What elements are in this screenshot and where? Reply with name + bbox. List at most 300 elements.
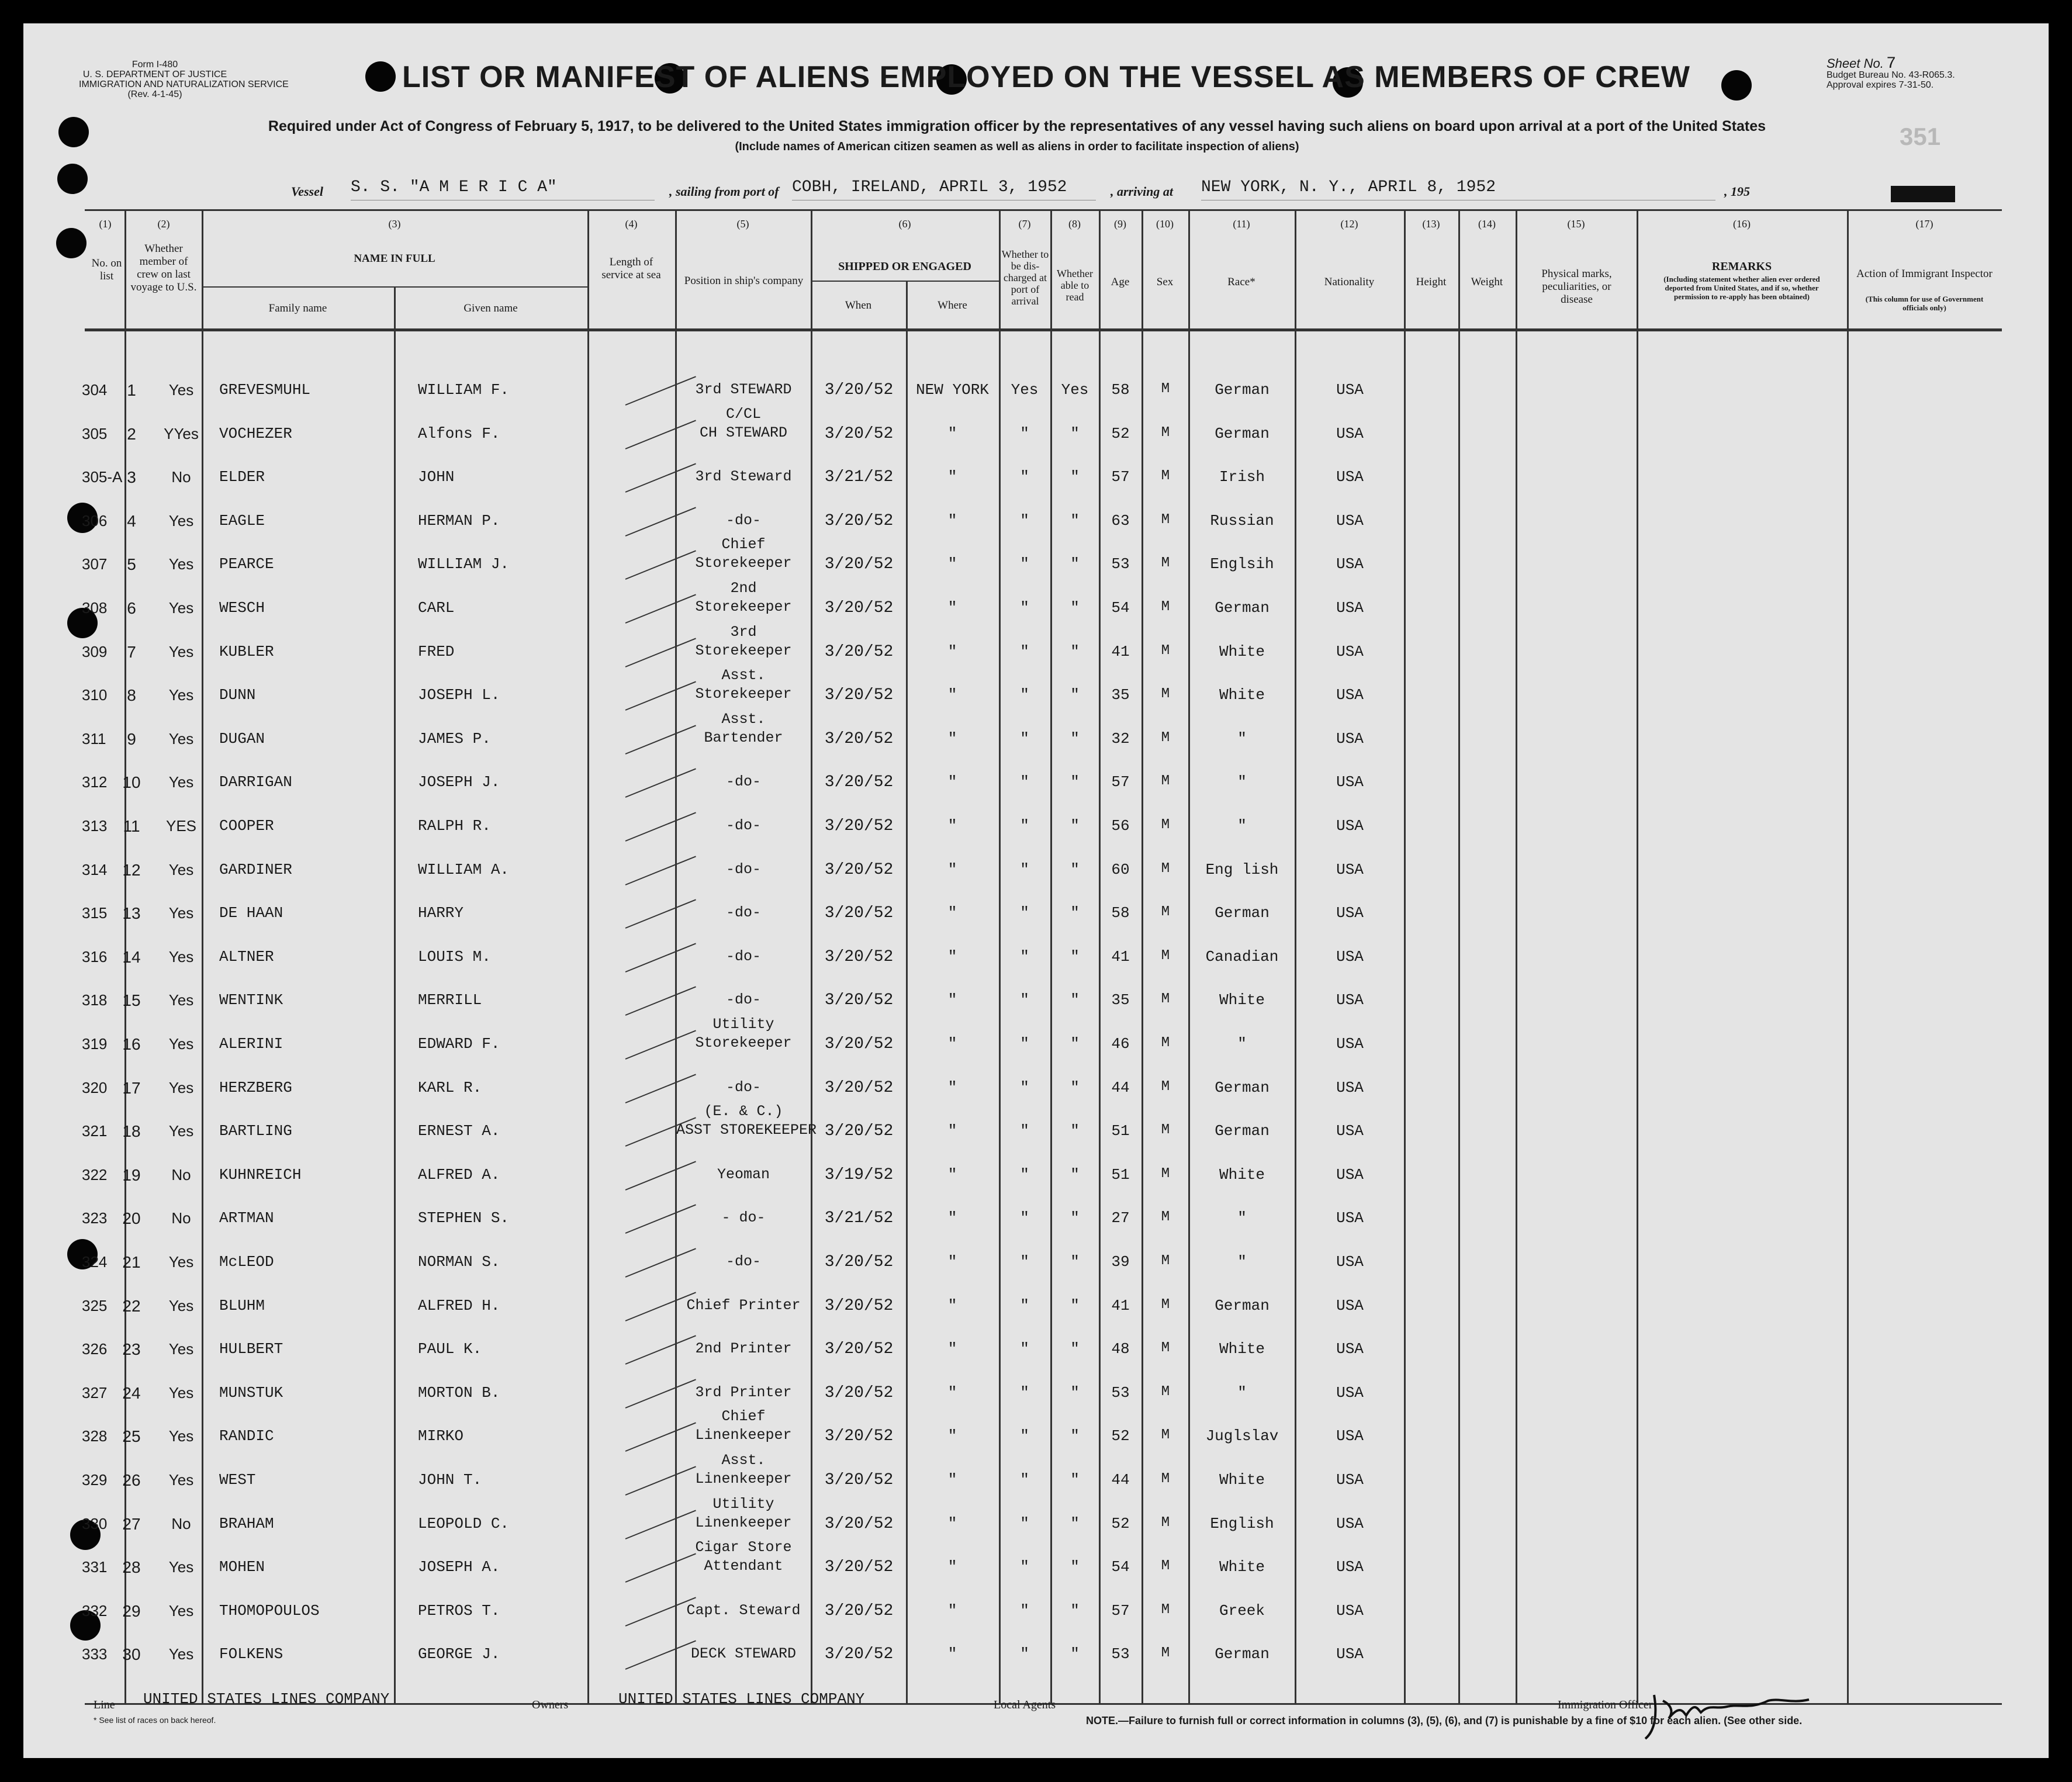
position-line: Utility [712, 1016, 774, 1033]
cell-where: " [947, 1165, 957, 1184]
line-label: Line [94, 1698, 115, 1711]
cell-ref: 333 [82, 1645, 108, 1663]
position-line: Storekeeper [695, 642, 792, 659]
header-physical-marks: Physical marks, peculiarities, or disease [1541, 268, 1612, 306]
cell-last: Yes [168, 947, 194, 966]
cell-given: WILLIAM J. [418, 555, 510, 573]
header-able-to-read: Whether able to read [1057, 268, 1093, 303]
cell-no: 14 [122, 947, 141, 966]
cell-ref: 324 [82, 1253, 108, 1271]
immigration-officer-label: Immigration Officer [1558, 1698, 1653, 1711]
cell-where: " [947, 599, 957, 617]
cell-disch: " [1020, 1471, 1029, 1489]
cell-family: DARRIGAN [219, 773, 292, 791]
cell-given: ALFRED A. [418, 1165, 500, 1184]
col-num: (6) [898, 218, 911, 230]
table-row [23, 1495, 2049, 1558]
cell-read: " [1070, 511, 1080, 530]
cell-disch: " [1020, 947, 1029, 966]
cell-nat: USA [1336, 511, 1364, 530]
cell-sex: M [1161, 1035, 1170, 1051]
cell-family: DE HAAN [219, 904, 283, 922]
cell-ref: 313 [82, 817, 108, 835]
cell-position [676, 405, 811, 442]
table-row [23, 1103, 2049, 1165]
cell-where: " [947, 947, 957, 966]
cell-no: 16 [122, 1035, 141, 1053]
cell-no: 7 [127, 642, 136, 661]
cell-no: 1 [127, 381, 136, 399]
cell-nat: USA [1336, 1601, 1364, 1620]
cell-position [676, 1495, 811, 1532]
position-line: Storekeeper [695, 1034, 792, 1051]
cell-family: WENTINK [219, 991, 283, 1009]
cell-disch: " [1020, 860, 1029, 878]
vessel-name: S. S. "A M E R I C A" [351, 178, 557, 196]
cell-age: 57 [1111, 468, 1130, 486]
table-row [23, 512, 2049, 555]
cell-sex: M [1161, 1471, 1170, 1487]
cell-nat: USA [1336, 424, 1364, 442]
cell-position: - do- [721, 1209, 766, 1227]
cell-no: 17 [122, 1078, 141, 1097]
cell-no: 11 [123, 817, 140, 835]
cell-age: 54 [1111, 599, 1130, 617]
cell-given: PAUL K. [418, 1340, 482, 1358]
table-row [23, 1340, 2049, 1383]
cell-position [676, 666, 811, 704]
cell-sex: M [1161, 1383, 1170, 1400]
cell-where: " [947, 729, 957, 748]
table-row [23, 991, 2049, 1034]
cell-sex: M [1161, 511, 1170, 528]
cell-nat: USA [1336, 686, 1364, 704]
cell-age: 35 [1111, 991, 1130, 1009]
cell-nat: USA [1336, 555, 1364, 573]
table-row [23, 1384, 2049, 1427]
cell-given: WILLIAM A. [418, 860, 510, 878]
cell-last: Yes [168, 1078, 194, 1096]
table-row [23, 667, 2049, 729]
cell-when: 3/20/52 [824, 1383, 894, 1402]
table-row [23, 381, 2049, 424]
cell-where: " [947, 904, 957, 922]
cell-sex: M [1161, 1078, 1170, 1095]
cell-given: GEORGE J. [418, 1645, 500, 1663]
cell-disch: " [1020, 1340, 1029, 1358]
cell-disch: " [1020, 773, 1029, 791]
cell-nat: USA [1336, 1165, 1364, 1184]
cell-age: 54 [1111, 1558, 1130, 1576]
cell-ref: 322 [82, 1165, 108, 1184]
cell-sex: M [1161, 904, 1170, 921]
cell-position [676, 623, 811, 660]
table-row [23, 1539, 2049, 1601]
table-row [23, 773, 2049, 816]
cell-disch: " [1020, 1296, 1029, 1314]
cell-age: 48 [1111, 1340, 1130, 1358]
cell-ref: 321 [82, 1122, 108, 1140]
cell-given: JAMES P. [418, 729, 491, 748]
col-num: (13) [1422, 218, 1440, 230]
cell-when: 3/20/52 [824, 991, 894, 1010]
cell-when: 3/20/52 [824, 1035, 894, 1053]
cell-given: RALPH R. [418, 817, 491, 835]
cell-no: 29 [122, 1601, 141, 1620]
cell-when: 3/19/52 [824, 1165, 894, 1184]
cell-read: " [1070, 555, 1080, 573]
cell-no: 20 [122, 1209, 141, 1228]
cell-read: " [1070, 1514, 1080, 1532]
header-family-name: Family name [268, 302, 327, 314]
cell-position [676, 710, 811, 748]
cell-race: German [1215, 599, 1270, 617]
cell-where: " [947, 1471, 957, 1489]
table-row [23, 1602, 2049, 1645]
header-inspector-note: (This column for use of Government officials only) [1865, 295, 1984, 312]
cell-when: 3/20/52 [824, 1253, 894, 1271]
budget-bureau: Budget Bureau No. 43-R065.3. [1827, 70, 1955, 80]
position-line: CH STEWARD [699, 424, 788, 441]
cell-ref: 332 [82, 1601, 108, 1620]
cell-given: HARRY [418, 904, 464, 922]
cell-when: 3/20/52 [824, 1471, 894, 1489]
cell-last: Yes [168, 686, 194, 704]
cell-read: " [1070, 1340, 1080, 1358]
header-when: When [845, 299, 872, 312]
cell-nat: USA [1336, 991, 1364, 1009]
cell-last: Yes [168, 1471, 194, 1489]
arriving-at: NEW YORK, N. Y., APRIL 8, 1952 [1201, 178, 1496, 196]
cell-nat: USA [1336, 729, 1364, 748]
cell-race: Irish [1219, 468, 1265, 486]
cell-position [676, 1102, 817, 1140]
header-where: Where [938, 299, 967, 312]
cell-age: 57 [1111, 773, 1130, 791]
cell-nat: USA [1336, 1558, 1364, 1576]
cell-last: Yes [168, 1296, 194, 1314]
cell-when: 3/20/52 [824, 904, 894, 923]
position-line: Storekeeper [695, 598, 792, 615]
cell-disch: " [1020, 729, 1029, 748]
cell-where: " [947, 1122, 957, 1140]
cell-where: " [947, 555, 957, 573]
cell-nat: USA [1336, 1296, 1364, 1314]
position-line: Chief [721, 536, 766, 553]
form-number: Form I-480 [132, 60, 178, 70]
cell-ref: 310 [82, 686, 108, 704]
header-name-in-full: NAME IN FULL [354, 252, 435, 265]
cell-ref: 325 [82, 1296, 108, 1314]
cell-given: NORMAN S. [418, 1253, 500, 1271]
cell-last: Yes [168, 1253, 194, 1271]
cell-no: 4 [127, 511, 136, 530]
table-row [23, 1209, 2049, 1252]
cell-disch: " [1020, 1165, 1029, 1184]
cell-no: 9 [127, 729, 136, 748]
cell-nat: USA [1336, 1122, 1364, 1140]
header-no-on-list: No. on list [91, 257, 122, 282]
header-remarks: REMARKS [1711, 260, 1772, 273]
position-line: Utility [712, 1495, 774, 1513]
cell-race: German [1215, 1122, 1270, 1140]
cell-no: 12 [122, 860, 141, 879]
cell-no: 28 [122, 1558, 141, 1577]
cell-last: Yes [168, 1122, 194, 1140]
cell-age: 51 [1111, 1165, 1130, 1184]
cell-sex: M [1161, 599, 1170, 615]
cell-last: Yes [168, 1340, 194, 1358]
cell-race: German [1215, 904, 1270, 922]
cell-where: " [947, 1253, 957, 1271]
cell-family: KUHNREICH [219, 1165, 302, 1184]
cell-disch: " [1020, 817, 1029, 835]
cell-disch: " [1020, 991, 1029, 1009]
cell-age: 44 [1111, 1078, 1130, 1096]
col-num: (5) [736, 218, 749, 230]
cell-disch: " [1020, 1122, 1029, 1140]
cell-race: White [1219, 1558, 1265, 1576]
cell-race: " [1237, 729, 1247, 748]
cell-position: -do- [725, 1078, 761, 1096]
cell-where: " [947, 1645, 957, 1663]
table-row [23, 1253, 2049, 1296]
sheet-number: 7 [1886, 55, 1897, 73]
cell-given: FRED [418, 642, 455, 660]
table-row [23, 710, 2049, 773]
cell-sex: M [1161, 1296, 1170, 1313]
cell-where: " [947, 1035, 957, 1053]
cell-read: " [1070, 1558, 1080, 1576]
cell-last: Yes [168, 599, 194, 617]
revision: (Rev. 4-1-45) [127, 89, 182, 99]
cell-ref: 308 [82, 599, 108, 617]
cell-when: 3/20/52 [824, 947, 894, 966]
cell-given: MIRKO [418, 1427, 464, 1445]
cell-age: 41 [1111, 947, 1130, 966]
cell-age: 60 [1111, 860, 1130, 878]
cell-given: ERNEST A. [418, 1122, 500, 1140]
cell-nat: USA [1336, 1078, 1364, 1096]
cell-when: 3/20/52 [824, 1601, 894, 1620]
cell-when: 3/21/52 [824, 1209, 894, 1228]
cell-where: " [947, 1514, 957, 1532]
cell-family: HULBERT [219, 1340, 283, 1358]
cell-position: Chief Printer [686, 1296, 801, 1314]
cell-sex: M [1161, 947, 1170, 964]
cell-read: " [1070, 991, 1080, 1009]
cell-position [676, 1407, 811, 1445]
cell-last: YES [165, 817, 197, 835]
cell-when: 3/20/52 [824, 555, 894, 574]
cell-ref: 327 [82, 1383, 108, 1402]
position-line: Cigar Store [695, 1539, 792, 1556]
cell-race: " [1237, 1253, 1247, 1271]
cell-age: 53 [1111, 1645, 1130, 1663]
cell-given: EDWARD F. [418, 1035, 500, 1053]
cell-where: NEW YORK [916, 381, 989, 399]
cell-family: HERZBERG [219, 1078, 292, 1096]
cell-position: Capt. Steward [686, 1601, 801, 1619]
cell-nat: USA [1336, 468, 1364, 486]
cell-last: YYes [164, 424, 199, 442]
cell-sex: M [1161, 1122, 1170, 1139]
col-num: (12) [1340, 218, 1358, 230]
cell-no: 27 [122, 1514, 141, 1533]
cell-where: " [947, 1209, 957, 1227]
cell-family: DUNN [219, 686, 256, 704]
table-row [23, 1452, 2049, 1514]
position-line: C/CL [725, 405, 761, 423]
cell-sex: M [1161, 1427, 1170, 1444]
header-race: Race* [1227, 276, 1255, 288]
cell-nat: USA [1336, 381, 1364, 399]
cell-when: 3/20/52 [824, 1558, 894, 1577]
cell-when: 3/20/52 [824, 1340, 894, 1359]
cell-nat: USA [1336, 599, 1364, 617]
cell-given: KARL R. [418, 1078, 482, 1096]
cell-sex: M [1161, 1601, 1170, 1618]
cell-position: -do- [725, 773, 761, 791]
cell-read: " [1070, 1296, 1080, 1314]
cell-position [676, 535, 811, 573]
header-length-service: Length of service at sea [601, 256, 661, 281]
cell-last: Yes [168, 555, 194, 573]
cell-sex: M [1161, 1514, 1170, 1531]
cell-read: " [1070, 1209, 1080, 1227]
cell-position: -do- [725, 904, 761, 922]
cell-where: " [947, 1383, 957, 1402]
cell-race: " [1237, 817, 1247, 835]
cell-nat: USA [1336, 1340, 1364, 1358]
cell-last: Yes [168, 860, 194, 878]
table-row [23, 1166, 2049, 1209]
header-last-voyage: Whether member of crew on last voyage to U.S. [130, 243, 197, 293]
cell-read: Yes [1061, 381, 1089, 399]
cell-where: " [947, 860, 957, 878]
cell-given: Alfons F. [418, 424, 500, 442]
cell-ref: 331 [82, 1558, 108, 1576]
cell-age: 32 [1111, 729, 1130, 748]
cell-ref: 311 [82, 729, 106, 748]
col-num: (1) [99, 218, 112, 230]
cell-age: 52 [1111, 1427, 1130, 1445]
cell-age: 57 [1111, 1601, 1130, 1620]
table-row [23, 468, 2049, 511]
header-sex: Sex [1156, 276, 1174, 288]
cell-ref: 315 [82, 904, 108, 922]
cell-race: White [1219, 1471, 1265, 1489]
cell-last: Yes [168, 991, 194, 1009]
table-row [23, 1645, 2049, 1688]
position-line: ASST STOREKEEPER [676, 1122, 817, 1139]
cell-disch: " [1020, 904, 1029, 922]
cell-race: German [1215, 1078, 1270, 1096]
cell-ref: 304 [82, 381, 108, 399]
cell-read: " [1070, 1035, 1080, 1053]
cell-when: 3/20/52 [824, 1645, 894, 1664]
cell-ref: 314 [82, 860, 108, 878]
position-line: Storekeeper [695, 686, 792, 703]
cell-given: MORTON B. [418, 1383, 500, 1402]
cell-where: " [947, 686, 957, 704]
cell-nat: USA [1336, 860, 1364, 878]
vessel-label: Vessel [291, 184, 323, 199]
cell-disch: " [1020, 1209, 1029, 1227]
cell-disch: " [1020, 686, 1029, 704]
sheet-label: Sheet No. [1827, 56, 1884, 71]
cell-no: 8 [127, 686, 136, 705]
cell-read: " [1070, 642, 1080, 660]
cell-ref: 309 [82, 642, 108, 660]
cell-read: " [1070, 1601, 1080, 1620]
cell-race: German [1215, 1296, 1270, 1314]
cell-family: McLEOD [219, 1253, 274, 1271]
cell-race: " [1237, 1383, 1247, 1402]
cell-when: 3/20/52 [824, 424, 894, 443]
cell-read: " [1070, 1078, 1080, 1096]
cell-ref: 320 [82, 1078, 108, 1096]
cell-disch: " [1020, 1601, 1029, 1620]
cell-race: " [1237, 1035, 1247, 1053]
cell-race: English [1210, 1514, 1274, 1532]
cell-nat: USA [1336, 1035, 1364, 1053]
cell-disch: " [1020, 468, 1029, 486]
cell-last: Yes [168, 1645, 194, 1663]
cell-read: " [1070, 424, 1080, 442]
cell-no: 30 [122, 1645, 141, 1664]
cell-no: 6 [127, 599, 136, 617]
cell-where: " [947, 1601, 957, 1620]
cell-position: 3rd Steward [695, 468, 792, 486]
cell-last: Yes [168, 729, 194, 748]
position-line: Asst. [721, 1452, 766, 1469]
cell-disch: " [1020, 555, 1029, 573]
cell-family: ALTNER [219, 947, 274, 966]
cell-family: EAGLE [219, 511, 265, 530]
cell-where: " [947, 511, 957, 530]
cell-position: 2nd Printer [695, 1340, 792, 1358]
fine-note: NOTE.—Failure to furnish full or correct information in columns (3), (5), (6), and (7) is punishable by a fine of $10 for each alien. (See other side. [1086, 1715, 1803, 1726]
cell-sex: M [1161, 1165, 1170, 1182]
cell-position: 3rd STEWARD [695, 381, 792, 398]
position-line: Asst. [721, 710, 766, 728]
cell-when: 3/20/52 [824, 1514, 894, 1533]
position-line: Chief [721, 1408, 766, 1425]
cell-given: JOSEPH J. [418, 773, 500, 791]
cell-read: " [1070, 1165, 1080, 1184]
cell-race: " [1237, 1209, 1247, 1227]
cell-given: LEOPOLD C. [418, 1514, 510, 1532]
cell-age: 39 [1111, 1253, 1130, 1271]
cell-read: " [1070, 1383, 1080, 1402]
cell-age: 53 [1111, 1383, 1130, 1402]
cell-disch: " [1020, 1383, 1029, 1402]
cell-when: 3/20/52 [824, 1427, 894, 1446]
cell-age: 58 [1111, 904, 1130, 922]
cell-nat: USA [1336, 1209, 1364, 1227]
cell-no: 24 [122, 1383, 141, 1402]
position-line: 2nd [730, 580, 757, 597]
cell-read: " [1070, 860, 1080, 878]
cell-when: 3/20/52 [824, 860, 894, 879]
position-line: Asst. [721, 667, 766, 684]
cell-no: 25 [122, 1427, 141, 1446]
cell-where: " [947, 424, 957, 442]
header-position: Position in ship's company [684, 275, 804, 287]
cell-age: 41 [1111, 642, 1130, 660]
col-num: (15) [1567, 218, 1585, 230]
